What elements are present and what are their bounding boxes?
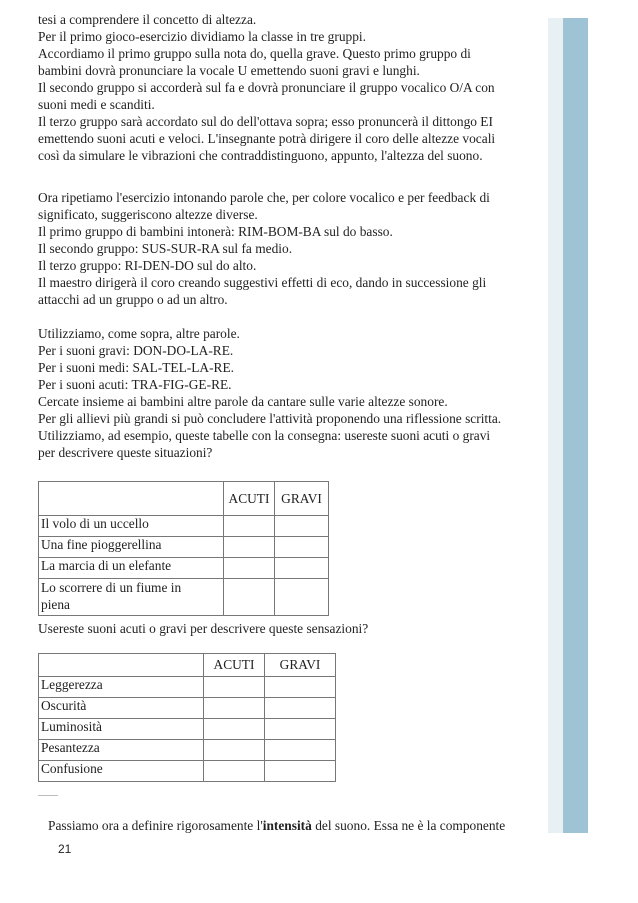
row-label-line: piena [41,597,70,612]
text-line: Il secondo gruppo: SUS-SUR-RA sul fa medio. [38,241,293,256]
footnote-divider [38,795,58,796]
text-line: Il terzo gruppo sarà accordato sul do dell'ottava sopra; esso pronuncerà il dittongo EI [38,114,493,129]
answer-cell-acuti[interactable] [204,740,265,761]
text-line: Per il primo gioco-esercizio dividiamo la classe in tre gruppi. [38,29,366,44]
page-number: 21 [58,842,72,856]
table-header-gravi: GRAVI [275,482,329,516]
answer-cell-gravi[interactable] [275,537,329,558]
row-label: Una fine pioggerellina [39,537,224,558]
row-label: Leggerezza [39,677,204,698]
text-line: Accordiamo il primo gruppo sulla nota do, quella grave. Questo primo gruppo di [38,46,471,61]
answer-cell-gravi[interactable] [265,677,336,698]
table-header-cell [39,654,204,677]
answer-cell-acuti[interactable] [204,677,265,698]
row-label: Pesantezza [39,740,204,761]
table-header-acuti: ACUTI [224,482,275,516]
answer-cell-acuti[interactable] [204,719,265,740]
next-section-text [48,818,505,834]
row-label [39,579,224,616]
row-label: Confusione [39,761,204,782]
row-label-line: Lo scorrere di un fiume in [41,580,182,595]
answer-cell-acuti[interactable] [224,558,275,579]
answer-cell-gravi[interactable] [275,579,329,616]
answer-cell-gravi[interactable] [265,698,336,719]
table-row [39,537,329,558]
row-label: Luminosità [39,719,204,740]
answer-cell-acuti[interactable] [224,516,275,537]
answer-cell-gravi[interactable] [265,719,336,740]
text-line: così da simulare le vibrazioni che contraddistinguono, appunto, l'altezza del suono. [38,148,483,163]
paragraph-words-exercise [38,189,490,308]
situations-table [38,481,329,616]
text-line: Il maestro dirigerà il coro creando suggestivi effetti di eco, dando in successione gli [38,275,487,290]
text-line: Cercate insieme ai bambini altre parole da cantare sulle varie altezze sonore. [38,394,448,409]
sensations-table [38,653,336,782]
text-line: suoni medi e scanditi. [38,97,155,112]
text-line: Ora ripetiamo l'esercizio intonando parole che, per colore vocalico e per feedback di [38,190,490,205]
table-row [39,516,329,537]
row-label: Il volo di un uccello [39,516,224,537]
answer-cell-acuti[interactable] [204,698,265,719]
text-line: Per i suoni acuti: TRA-FIG-GE-RE. [38,377,232,392]
text-line: significato, suggeriscono altezze diverse. [38,207,258,222]
table-row [39,558,329,579]
table-row [39,761,336,782]
text-line: emettendo suoni acuti e veloci. L'insegnante potrà dirigere il coro delle altezze vocali [38,131,496,146]
sensations-question: Usereste suoni acuti o gravi per descrivere queste sensazioni? [38,621,369,636]
table-row [39,740,336,761]
footer-text-start: Passiamo ora a definire rigorosamente l' [48,818,263,833]
text-line: bambini dovrà pronunciare la vocale U emettendo suoni gravi e lunghi. [38,63,420,78]
answer-cell-gravi[interactable] [265,761,336,782]
page-side-bar [563,18,588,833]
table-row [39,579,329,616]
text-line: Utilizziamo, ad esempio, queste tabelle con la consegna: usereste suoni acuti o gravi [38,428,491,443]
text-line: per descrivere queste situazioni? [38,445,213,460]
answer-cell-acuti[interactable] [204,761,265,782]
paragraph-altezza-exercise [38,11,495,164]
footer-text-end: del suono. Essa ne è la componente [311,818,506,833]
text-line: Per i suoni medi: SAL-TEL-LA-RE. [38,360,234,375]
answer-cell-acuti[interactable] [224,537,275,558]
table-header-acuti: ACUTI [204,654,265,677]
row-label: Oscurità [39,698,204,719]
answer-cell-gravi[interactable] [265,740,336,761]
table-header-row [39,654,336,677]
page-margin-shade [548,18,563,833]
text-line: Il primo gruppo di bambini intonerà: RIM-BOM-BA sul do basso. [38,224,393,239]
text-line: Il terzo gruppo: RI-DEN-DO sul do alto. [38,258,257,273]
table-row [39,698,336,719]
text-line: attacchi ad un gruppo o ad un altro. [38,292,228,307]
table-row [39,677,336,698]
footer-bold-term: intensità [262,818,312,833]
row-label: La marcia di un elefante [39,558,224,579]
table-row [39,719,336,740]
text-line: Il secondo gruppo si accorderà sul fa e dovrà pronunciare il gruppo vocalico O/A con [38,80,495,95]
answer-cell-gravi[interactable] [275,558,329,579]
answer-cell-acuti[interactable] [224,579,275,616]
text-line: tesi a comprendere il concetto di altezza. [38,12,257,27]
answer-cell-gravi[interactable] [275,516,329,537]
text-line: Per gli allievi più grandi si può concludere l'attività proponendo una riflessione scritta. [38,411,502,426]
paragraph-other-words [38,325,501,461]
table-header-cell [39,482,224,516]
table-header-gravi: GRAVI [265,654,336,677]
text-line: Per i suoni gravi: DON-DO-LA-RE. [38,343,234,358]
text-line: Utilizziamo, come sopra, altre parole. [38,326,240,341]
table-header-row [39,482,329,516]
